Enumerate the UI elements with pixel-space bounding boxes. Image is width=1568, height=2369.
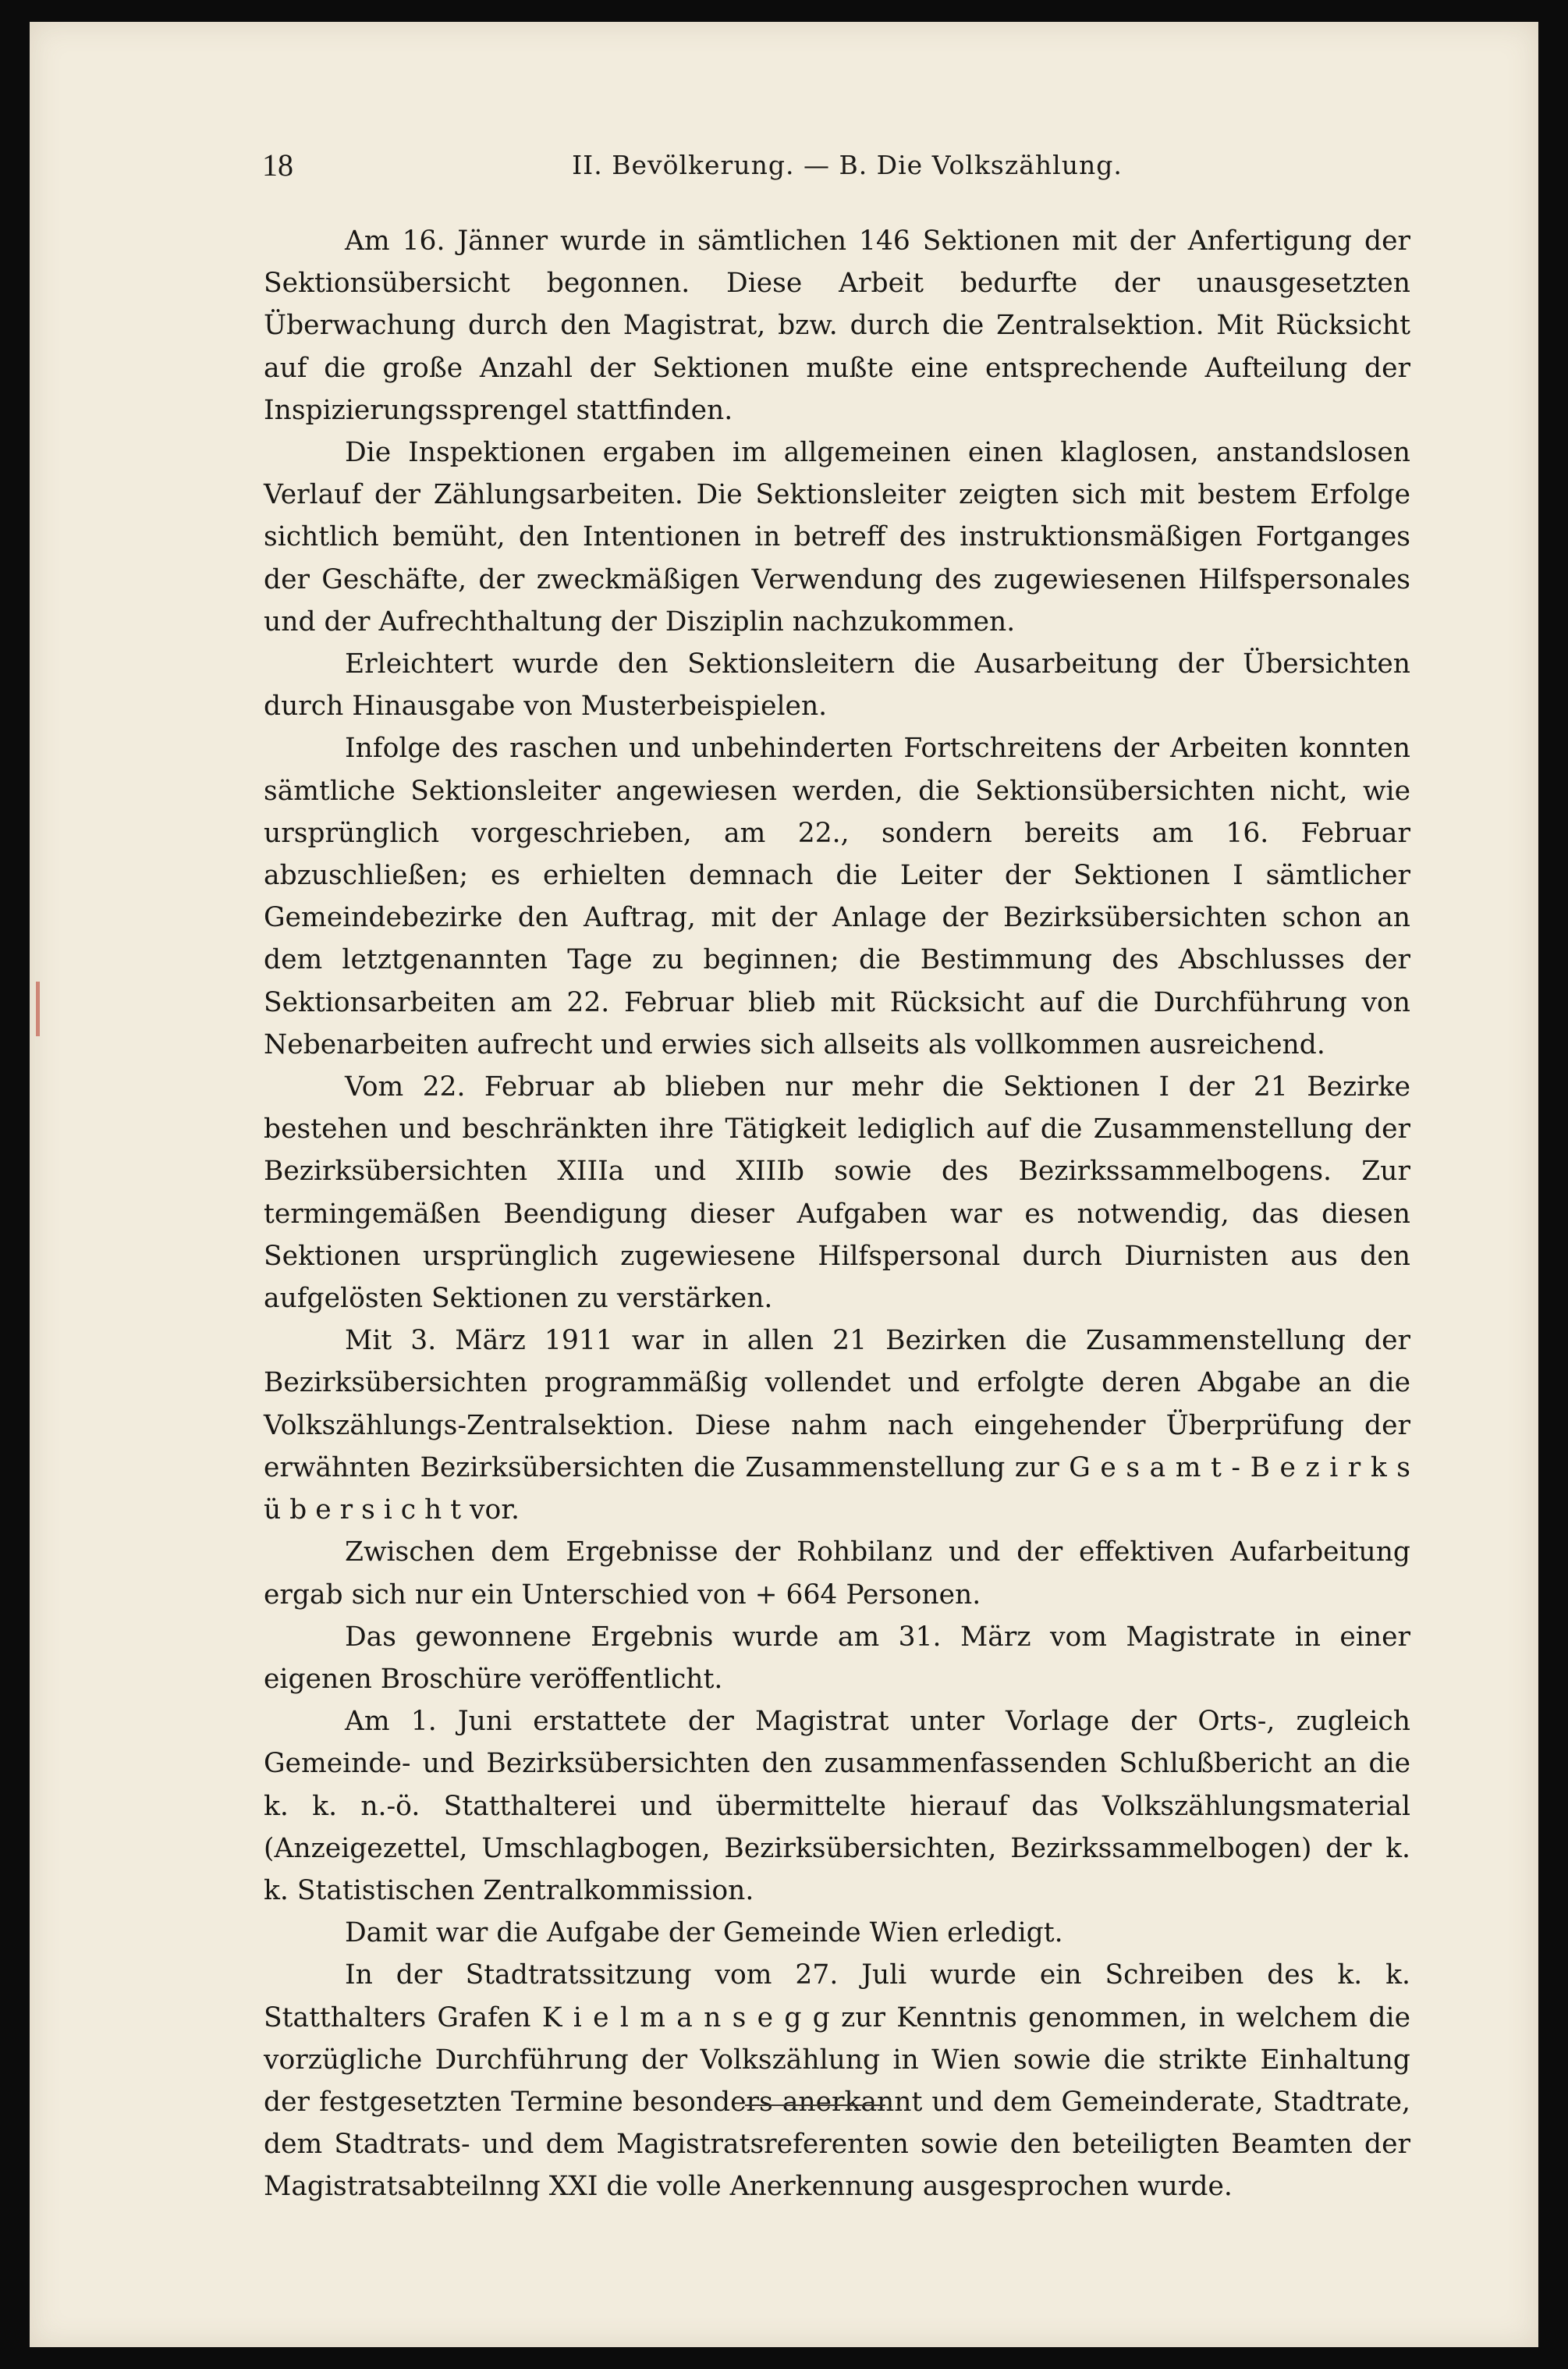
paragraph: Damit war die Aufgabe der Gemeinde Wien erledigt. — [345, 1917, 1063, 1949]
paragraph: In der Stadtratssitzung vom 27. Juli wurde ein Schreiben des k. k. Statthalters Grafen K i e l m a n s e g g zur Kenntnis genommen, in welchem die vorzügliche Durchführung der Volkszählung in Wien sowie die strikte Einhaltung der festgesetzten Termine besonders anerkannt und dem Gemeinderate, Stadtrate, dem Stadtrats- und dem Magistratsreferenten sowie den beteiligten Beamten der Magistratsabteilnng XXI die volle Anerkennung ausgesprochen wurde. — [264, 1959, 1410, 2203]
end-rule — [745, 2104, 885, 2106]
paragraph: Vom 22. Februar ab blieben nur mehr die Sektionen I der 21 Bezirke bestehen und beschränkten ihre Tätigkeit lediglich auf die Zusammenstellung der Bezirksübersichten XIIIa und XIIIb sowie des Bezirkssammelbogens. Zur termingemäßen Beendigung dieser Aufgaben war es notwendig, das diesen Sektionen ursprünglich zugewiesene Hilfspersonal durch Diurnisten aus den aufgelösten Sektionen zu verstärken. — [264, 1071, 1410, 1315]
body-text — [264, 220, 1410, 2208]
paragraph: Das gewonnene Ergebnis wurde am 31. März vom Magistrate in einer eigenen Broschüre veröffentlicht. — [264, 1621, 1410, 1695]
paragraph: Am 1. Juni erstattete der Magistrat unter Vorlage der Orts-, zugleich Gemeinde- und Bezirksübersichten den zusammenfassenden Schlußbericht an die k. k. n.-ö. Statthalterei und übermittelte hierauf das Volkszählungsmaterial (Anzeigezettel, Umschlagbogen, Bezirksübersichten, Bezirkssammelbogen) der k. k. Statistischen Zentralkommission. — [264, 1706, 1410, 1906]
running-head: II. Bevölkerung. — B. Die Volkszählung. — [572, 150, 1123, 180]
paragraph: Infolge des raschen und unbehinderten Fortschreitens der Arbeiten konnten sämtliche Sektionsleiter angewiesen werden, die Sektionsübersichten nicht, wie ursprünglich vorgeschrieben, am 22., sondern bereits am 16. Februar abzuschließen; es erhielten demnach die Leiter der Sektionen I sämtlicher Gemeindebezirke den Auftrag, mit der Anlage der Bezirksübersichten schon an dem letztgenannten Tage zu beginnen; die Bestimmung des Abschlusses der Sektionsarbeiten am 22. Februar blieb mit Rücksicht auf die Durchführung von Nebenarbeiten aufrecht und erwies sich allseits als vollkommen ausreichend. — [264, 733, 1410, 1060]
paragraph: Mit 3. März 1911 war in allen 21 Bezirken die Zusammenstellung der Bezirksübersichten programmäßig vollendet und erfolgte deren Abgabe an die Volkszählungs-Zentralsektion. Diese nahm nach eingehender Überprüfung der erwähnten Bezirksübersichten die Zusammenstellung zur G e s a m t - B e z i r k s ü b e r s i c h t vor. — [264, 1325, 1410, 1526]
page-number: 18 — [262, 147, 293, 183]
paragraph: Am 16. Jänner wurde in sämtlichen 146 Sektionen mit der Anfertigung der Sektionsübersicht begonnen. Diese Arbeit bedurfte der unausgesetzten Überwachung durch den Magistrat, bzw. durch die Zentralsektion. Mit Rücksicht auf die große Anzahl der Sektionen mußte eine entsprechende Aufteilung der Inspizierungssprengel stattfinden. — [264, 226, 1410, 426]
page-header — [262, 147, 1432, 194]
margin-stain — [36, 982, 40, 1036]
paragraph: Die Inspektionen ergaben im allgemeinen einen klaglosen, anstandslosen Verlauf der Zählungsarbeiten. Die Sektionsleiter zeigten sich mit bestem Erfolge sichtlich bemüht, den Intentionen in betreff des instruktionsmäßigen Fortganges der Geschäfte, der zweckmäßigen Verwendung des zugewiesenen Hilfspersonales und der Aufrechthaltung der Disziplin nachzukommen. — [264, 437, 1410, 638]
paragraph: Erleichtert wurde den Sektionsleitern die Ausarbeitung der Übersichten durch Hinausgabe von Musterbeispielen. — [264, 648, 1410, 723]
paragraph: Zwischen dem Ergebnisse der Rohbilanz und der effektiven Aufarbeitung ergab sich nur ein Unterschied von + 664 Personen. — [264, 1536, 1410, 1611]
